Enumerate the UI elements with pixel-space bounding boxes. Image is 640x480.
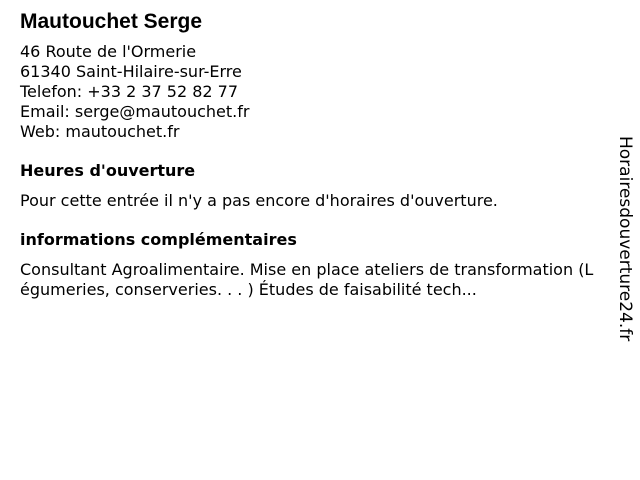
phone-line[interactable]: Telefon: +33 2 37 52 82 77 [20,82,239,101]
opening-hours-text: Pour cette entrée il n'y a pas encore d'horaires d'ouverture. [20,191,498,210]
email-line[interactable]: Email: serge@mautouchet.fr [20,102,250,121]
business-card [20,8,600,300]
business-name: Mautouchet Serge [20,10,203,33]
opening-hours-heading: Heures d'ouverture [20,161,196,180]
street-address: 46 Route de l'Ormerie [20,42,197,61]
additional-info-text: Consultant Agroalimentaire. Mise en place ateliers de transformation (Légumeries, conserveries. . . ) Études de faisabilité tech... [20,260,594,299]
city-line: 61340 Saint-Hilaire-sur-Erre [20,62,242,81]
site-brand-vertical [612,136,638,346]
site-brand-label: Horairesdouverture24.fr [615,136,635,342]
additional-info-heading: informations complémentaires [20,230,297,249]
web-line[interactable]: Web: mautouchet.fr [20,122,180,141]
contact-block [20,42,600,142]
